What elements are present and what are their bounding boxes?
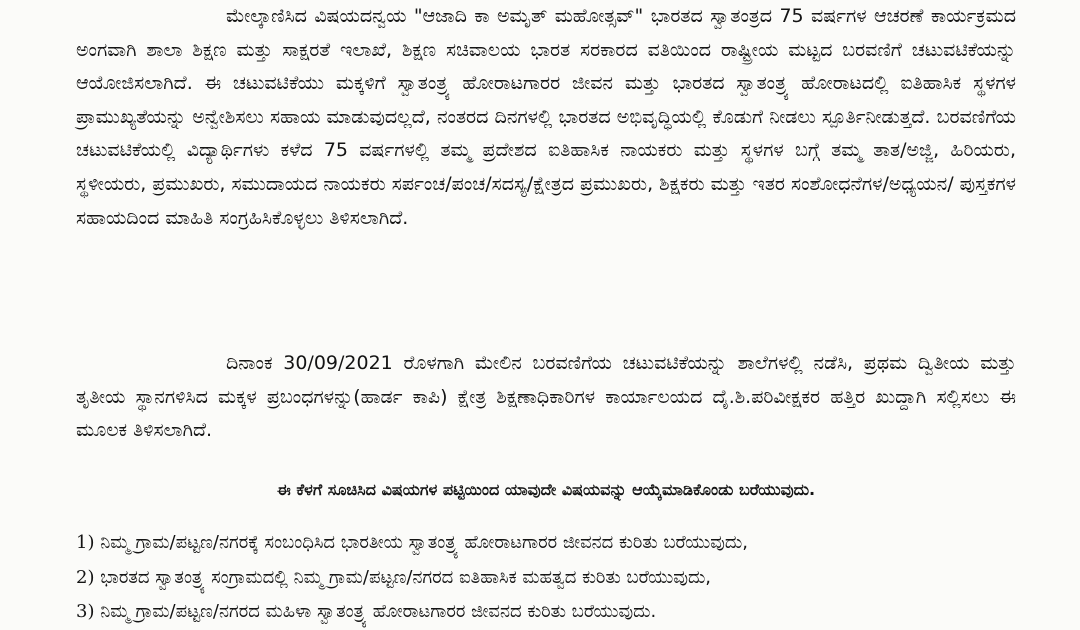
list-item-text: ಭಾರತದ ಸ್ವಾತಂತ್ರ್ಯ ಸಂಗ್ರಾಮದಲ್ಲಿ ನಿಮ್ಮ ಗ್ರಾಮ/ಪಟ್ಟಣ/ನಗರದ ಐತಿಹಾಸಿಕ ಮಹತ್ವದ ಕುರಿತು ಬರೆಯುವುದು, bbox=[100, 566, 712, 588]
list-item-number: 3) bbox=[76, 601, 95, 622]
list-item-text: ನಿಮ್ಮ ಗ್ರಾಮ/ಪಟ್ಟಣ/ನಗರಕ್ಕೆ ಸಂಬಂಧಿಸಿದ ಭಾರತೀಯ ಸ್ವಾತಂತ್ರ್ಯ ಹೋರಾಟಗಾರರ ಜೀವನದ ಕುರಿತು ಬರೆಯುವುದು, bbox=[100, 532, 748, 553]
list-item bbox=[76, 526, 1026, 561]
intro-paragraph bbox=[76, 0, 1016, 235]
intro-paragraph-text: ಮೇಲ್ಕಾಣಿಸಿದ ವಿಷಯದನ್ವಯ "ಆಜಾದಿ ಕಾ ಅಮೃತ್ ಮಹೋತ್ಸವ್" ಭಾರತದ ಸ್ವಾತಂತ್ರದ 75 ವರ್ಷಗಳ ಆಚರಣೆ ಕಾರ್ಯಕ್ರಮದ ಅಂಗವಾಗಿ ಶಾಲಾ ಶಿಕ್ಷಣ ಮತ್ತು ಸಾಕ್ಷರತೆ ಇಲಾಖೆ, ಶಿಕ್ಷಣ ಸಚಿವಾಲಯ ಭಾರತ ಸರಕಾರದ ವತಿಯಿಂದ ರಾಷ್ಟ್ರೀಯ ಮಟ್ಟದ ಬರವಣಿಗೆ ಚಟುವಟಿಕೆಯನ್ನು ಆಯೋಜಿಸಲಾಗಿದೆ. ಈ ಚಟುವಟಿಕೆಯು ಮಕ್ಕಳಿಗೆ ಸ್ವಾತಂತ್ರ್ಯ ಹೋರಾಟಗಾರರ ಜೀವನ ಮತ್ತು ಭಾರತದ ಸ್ವಾತಂತ್ರ್ಯ ಹೋರಾಟದಲ್ಲಿ ಐತಿಹಾಸಿಕ ಸ್ಥಳಗಳ ಪ್ರಾಮುಖ್ಯತೆಯನ್ನು ಅನ್ವೇಶಿಸಲು ಸಹಾಯ ಮಾಡುವುದಲ್ಲದೆ, ನಂತರದ ದಿನಗಳಲ್ಲಿ ಭಾರತದ ಅಭಿವೃದ್ಧಿಯಲ್ಲಿ ಕೊಡುಗೆ ನೀಡಲು ಸ್ಪೂರ್ತಿನೀಡುತ್ತದೆ. ಬರವಣಿಗೆಯ ಚಟುವಟಿಕೆಯಲ್ಲಿ ವಿದ್ಯಾರ್ಥಿಗಳು ಕಳೆದ 75 ವರ್ಷಗಳಲ್ಲಿ ತಮ್ಮ ಪ್ರದೇಶದ ಐತಿಹಾಸಿಕ ನಾಯಕರು ಮತ್ತು ಸ್ಥಳಗಳ ಬಗ್ಗೆ ತಮ್ಮ ತಾತ/ಅಜ್ಜಿ, ಹಿರಿಯರು, ಸ್ಥಳೀಯರು, ಪ್ರಮುಖರು, ಸಮುದಾಯದ ನಾಯಕರು ಸರ್ಪಂಚ/ಪಂಚ/ಸದಸ್ಯ/ಕ್ಷೇತ್ರದ ಪ್ರಮುಖರು, ಶಿಕ್ಷಕರು ಮತ್ತು ಇತರ ಸಂಶೋಧನೆಗಳ/ಅಧ್ಯಯನ/ ಪುಸ್ತಕಗಳ ಸಹಾಯದಿಂದ ಮಾಹಿತಿ ಸಂಗ್ರಹಿಸಿಕೊಳ್ಳಲು ತಿಳಿಸಲಾಗಿದೆ. bbox=[76, 5, 1016, 229]
list-item-number: 1) bbox=[76, 532, 95, 553]
list-item bbox=[76, 561, 1026, 596]
topics-heading: ಈ ಕೆಳಗೆ ಸೂಚಿಸಿದ ವಿಷಯಗಳ ಪಟ್ಟಿಯಿಂದ ಯಾವುದೇ ವಿಷಯವನ್ನು ಆಯ್ಕೆಮಾಡಿಕೊಂಡು ಬರೆಯುವುದು. bbox=[276, 480, 816, 499]
topics-list bbox=[76, 526, 1026, 630]
list-item-number: 2) bbox=[76, 566, 95, 588]
list-item bbox=[76, 595, 1026, 630]
submission-paragraph bbox=[76, 347, 1016, 448]
list-item-text: ನಿಮ್ಮ ಗ್ರಾಮ/ಪಟ್ಟಣ/ನಗರದ ಮಹಿಳಾ ಸ್ವಾತಂತ್ರ್ಯ ಹೋರಾಟಗಾರರ ಜೀವನದ ಕುರಿತು ಬರೆಯುವುದು. bbox=[100, 601, 657, 622]
submission-paragraph-text: ದಿನಾಂಕ 30/09/2021 ರೊಳಗಾಗಿ ಮೇಲಿನ ಬರವಣಿಗೆಯ ಚಟುವಟಿಕೆಯನ್ನು ಶಾಲೆಗಳಲ್ಲಿ ನಡೆಸಿ, ಪ್ರಥಮ ದ್ವಿತೀಯ ಮತ್ತು ತೃತೀಯ ಸ್ಥಾನಗಳಿಸಿದ ಮಕ್ಕಳ ಪ್ರಬಂಧಗಳನ್ನು(ಹಾರ್ಡ ಕಾಪಿ) ಕ್ಷೇತ್ರ ಶಿಕ್ಷಣಾಧಿಕಾರಿಗಳ ಕಾರ್ಯಾಲಯದ ದೈ.ಶಿ.ಪರಿವೀಕ್ಷಕರ ಹತ್ತಿರ ಖುದ್ದಾಗಿ ಸಲ್ಲಿಸಲು ಈ ಮೂಲಕ ತಿಳಿಸಲಾಗಿದೆ. bbox=[76, 352, 1016, 442]
